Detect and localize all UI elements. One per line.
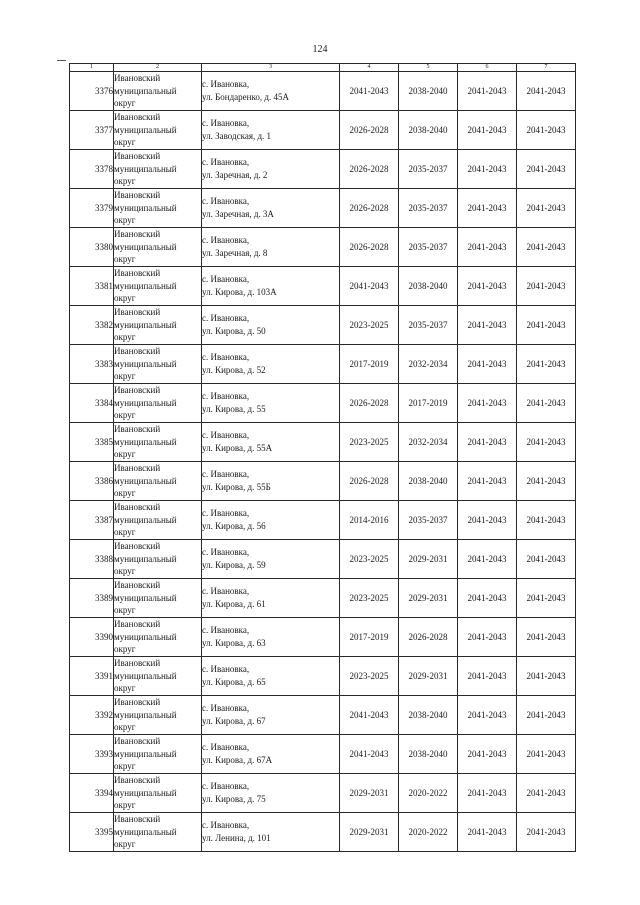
- period-col4: 2026-2028: [340, 462, 399, 501]
- period-col4: 2026-2028: [340, 228, 399, 267]
- period-col6: 2041-2043: [458, 111, 517, 150]
- column-header: 3: [202, 64, 340, 72]
- row-number: 3393: [70, 735, 114, 774]
- address-cell: с. Ивановка, ул. Кирова, д. 59: [202, 540, 340, 579]
- address-cell: с. Ивановка, ул. Кирова, д. 67: [202, 696, 340, 735]
- column-header: 5: [399, 64, 458, 72]
- period-col7: 2041-2043: [517, 774, 576, 813]
- period-col5: 2026-2028: [399, 618, 458, 657]
- period-col4: 2017-2019: [340, 345, 399, 384]
- district-cell: Ивановский муниципальный округ: [114, 150, 202, 189]
- address-cell: с. Ивановка, ул. Заречная, д. 2: [202, 150, 340, 189]
- district-cell: Ивановский муниципальный округ: [114, 111, 202, 150]
- period-col4: 2026-2028: [340, 150, 399, 189]
- column-header: 2: [114, 64, 202, 72]
- period-col5: 2038-2040: [399, 696, 458, 735]
- period-col7: 2041-2043: [517, 540, 576, 579]
- period-col7: 2041-2043: [517, 423, 576, 462]
- period-col4: 2041-2043: [340, 72, 399, 111]
- table-row: [70, 150, 576, 189]
- address-cell: с. Ивановка, ул. Кирова, д. 67А: [202, 735, 340, 774]
- row-number: 3377: [70, 111, 114, 150]
- period-col5: 2038-2040: [399, 267, 458, 306]
- period-col4: 2023-2025: [340, 540, 399, 579]
- row-number: 3380: [70, 228, 114, 267]
- address-cell: с. Ивановка, ул. Ленина, д. 101: [202, 813, 340, 852]
- address-cell: с. Ивановка, ул. Кирова, д. 55Б: [202, 462, 340, 501]
- period-col6: 2041-2043: [458, 72, 517, 111]
- row-number: 3395: [70, 813, 114, 852]
- period-col4: 2041-2043: [340, 735, 399, 774]
- address-cell: с. Ивановка, ул. Кирова, д. 55: [202, 384, 340, 423]
- district-cell: Ивановский муниципальный округ: [114, 579, 202, 618]
- period-col4: 2026-2028: [340, 189, 399, 228]
- table-row: [70, 696, 576, 735]
- table-row: [70, 462, 576, 501]
- period-col5: 2032-2034: [399, 423, 458, 462]
- table-row: [70, 72, 576, 111]
- period-col6: 2041-2043: [458, 189, 517, 228]
- row-number: 3390: [70, 618, 114, 657]
- period-col5: 2038-2040: [399, 462, 458, 501]
- page-number: 124: [312, 44, 328, 55]
- address-cell: с. Ивановка, ул. Кирова, д. 63: [202, 618, 340, 657]
- row-number: 3386: [70, 462, 114, 501]
- period-col6: 2041-2043: [458, 501, 517, 540]
- address-cell: с. Ивановка, ул. Кирова, д. 50: [202, 306, 340, 345]
- period-col7: 2041-2043: [517, 384, 576, 423]
- row-number: 3378: [70, 150, 114, 189]
- table-row: [70, 813, 576, 852]
- table-row: [70, 384, 576, 423]
- period-col6: 2041-2043: [458, 150, 517, 189]
- table-row: [70, 267, 576, 306]
- row-number: 3376: [70, 72, 114, 111]
- district-cell: Ивановский муниципальный округ: [114, 501, 202, 540]
- address-cell: с. Ивановка, ул. Бондаренко, д. 45А: [202, 72, 340, 111]
- period-col4: 2041-2043: [340, 696, 399, 735]
- period-col4: 2023-2025: [340, 423, 399, 462]
- period-col6: 2041-2043: [458, 540, 517, 579]
- table-row: [70, 618, 576, 657]
- address-cell: с. Ивановка, ул. Кирова, д. 55А: [202, 423, 340, 462]
- table-row: [70, 540, 576, 579]
- period-col5: 2029-2031: [399, 540, 458, 579]
- column-header: 7: [517, 64, 576, 72]
- column-header: 4: [340, 64, 399, 72]
- period-col7: 2041-2043: [517, 696, 576, 735]
- period-col7: 2041-2043: [517, 267, 576, 306]
- column-header: 1: [70, 64, 114, 72]
- period-col6: 2041-2043: [458, 696, 517, 735]
- table-body: [70, 72, 576, 852]
- row-number: 3394: [70, 774, 114, 813]
- period-col5: 2017-2019: [399, 384, 458, 423]
- period-col7: 2041-2043: [517, 579, 576, 618]
- district-cell: Ивановский муниципальный округ: [114, 813, 202, 852]
- period-col6: 2041-2043: [458, 618, 517, 657]
- address-cell: с. Ивановка, ул. Кирова, д. 103А: [202, 267, 340, 306]
- period-col5: 2035-2037: [399, 150, 458, 189]
- period-col5: 2020-2022: [399, 813, 458, 852]
- period-col7: 2041-2043: [517, 813, 576, 852]
- period-col7: 2041-2043: [517, 72, 576, 111]
- period-col6: 2041-2043: [458, 579, 517, 618]
- period-col4: 2029-2031: [340, 813, 399, 852]
- table-row: [70, 579, 576, 618]
- period-col7: 2041-2043: [517, 228, 576, 267]
- period-col5: 2020-2022: [399, 774, 458, 813]
- address-cell: с. Ивановка, ул. Кирова, д. 61: [202, 579, 340, 618]
- period-col5: 2038-2040: [399, 735, 458, 774]
- period-col7: 2041-2043: [517, 657, 576, 696]
- period-col6: 2041-2043: [458, 384, 517, 423]
- district-cell: Ивановский муниципальный округ: [114, 540, 202, 579]
- table-row: [70, 228, 576, 267]
- district-cell: Ивановский муниципальный округ: [114, 618, 202, 657]
- row-number: 3379: [70, 189, 114, 228]
- district-cell: Ивановский муниципальный округ: [114, 345, 202, 384]
- district-cell: Ивановский муниципальный округ: [114, 423, 202, 462]
- period-col6: 2041-2043: [458, 267, 517, 306]
- period-col5: 2035-2037: [399, 501, 458, 540]
- row-number: 3383: [70, 345, 114, 384]
- table-row: [70, 423, 576, 462]
- district-cell: Ивановский муниципальный округ: [114, 462, 202, 501]
- register-table: [69, 63, 576, 852]
- district-cell: Ивановский муниципальный округ: [114, 189, 202, 228]
- period-col5: 2032-2034: [399, 345, 458, 384]
- district-cell: Ивановский муниципальный округ: [114, 267, 202, 306]
- table-row: [70, 189, 576, 228]
- row-number: 3389: [70, 579, 114, 618]
- row-number: 3381: [70, 267, 114, 306]
- period-col4: 2023-2025: [340, 306, 399, 345]
- period-col5: 2035-2037: [399, 306, 458, 345]
- address-cell: с. Ивановка, ул. Кирова, д. 52: [202, 345, 340, 384]
- table-row: [70, 735, 576, 774]
- table-row: [70, 306, 576, 345]
- district-cell: Ивановский муниципальный округ: [114, 72, 202, 111]
- table-row: [70, 111, 576, 150]
- district-cell: Ивановский муниципальный округ: [114, 384, 202, 423]
- address-cell: с. Ивановка, ул. Кирова, д. 65: [202, 657, 340, 696]
- period-col4: 2017-2019: [340, 618, 399, 657]
- address-cell: с. Ивановка, ул. Заречная, д. 3А: [202, 189, 340, 228]
- period-col7: 2041-2043: [517, 618, 576, 657]
- period-col6: 2041-2043: [458, 228, 517, 267]
- row-number: 3392: [70, 696, 114, 735]
- period-col4: 2041-2043: [340, 267, 399, 306]
- row-number: 3387: [70, 501, 114, 540]
- period-col5: 2038-2040: [399, 111, 458, 150]
- period-col4: 2029-2031: [340, 774, 399, 813]
- address-cell: с. Ивановка, ул. Заводская, д. 1: [202, 111, 340, 150]
- period-col7: 2041-2043: [517, 501, 576, 540]
- row-number: 3388: [70, 540, 114, 579]
- table-row: [70, 345, 576, 384]
- period-col5: 2035-2037: [399, 189, 458, 228]
- table-row: [70, 774, 576, 813]
- address-cell: с. Ивановка, ул. Кирова, д. 75: [202, 774, 340, 813]
- period-col5: 2035-2037: [399, 228, 458, 267]
- row-number: 3384: [70, 384, 114, 423]
- period-col7: 2041-2043: [517, 150, 576, 189]
- period-col7: 2041-2043: [517, 462, 576, 501]
- period-col7: 2041-2043: [517, 345, 576, 384]
- period-col7: 2041-2043: [517, 306, 576, 345]
- period-col5: 2029-2031: [399, 657, 458, 696]
- period-col6: 2041-2043: [458, 423, 517, 462]
- row-number: 3391: [70, 657, 114, 696]
- period-col6: 2041-2043: [458, 657, 517, 696]
- row-number: 3382: [70, 306, 114, 345]
- period-col6: 2041-2043: [458, 813, 517, 852]
- district-cell: Ивановский муниципальный округ: [114, 657, 202, 696]
- margin-mark: [57, 60, 66, 61]
- period-col7: 2041-2043: [517, 735, 576, 774]
- district-cell: Ивановский муниципальный округ: [114, 306, 202, 345]
- period-col5: 2029-2031: [399, 579, 458, 618]
- district-cell: Ивановский муниципальный округ: [114, 228, 202, 267]
- period-col6: 2041-2043: [458, 345, 517, 384]
- district-cell: Ивановский муниципальный округ: [114, 735, 202, 774]
- period-col4: 2014-2016: [340, 501, 399, 540]
- period-col4: 2023-2025: [340, 579, 399, 618]
- district-cell: Ивановский муниципальный округ: [114, 696, 202, 735]
- header-row: [70, 64, 576, 72]
- row-number: 3385: [70, 423, 114, 462]
- period-col6: 2041-2043: [458, 306, 517, 345]
- address-cell: с. Ивановка, ул. Заречная, д. 8: [202, 228, 340, 267]
- period-col4: 2023-2025: [340, 657, 399, 696]
- table-row: [70, 501, 576, 540]
- district-cell: Ивановский муниципальный округ: [114, 774, 202, 813]
- address-cell: с. Ивановка, ул. Кирова, д. 56: [202, 501, 340, 540]
- period-col6: 2041-2043: [458, 462, 517, 501]
- period-col4: 2026-2028: [340, 384, 399, 423]
- period-col4: 2026-2028: [340, 111, 399, 150]
- column-header: 6: [458, 64, 517, 72]
- period-col7: 2041-2043: [517, 189, 576, 228]
- period-col5: 2038-2040: [399, 72, 458, 111]
- period-col6: 2041-2043: [458, 735, 517, 774]
- period-col7: 2041-2043: [517, 111, 576, 150]
- table-row: [70, 657, 576, 696]
- period-col6: 2041-2043: [458, 774, 517, 813]
